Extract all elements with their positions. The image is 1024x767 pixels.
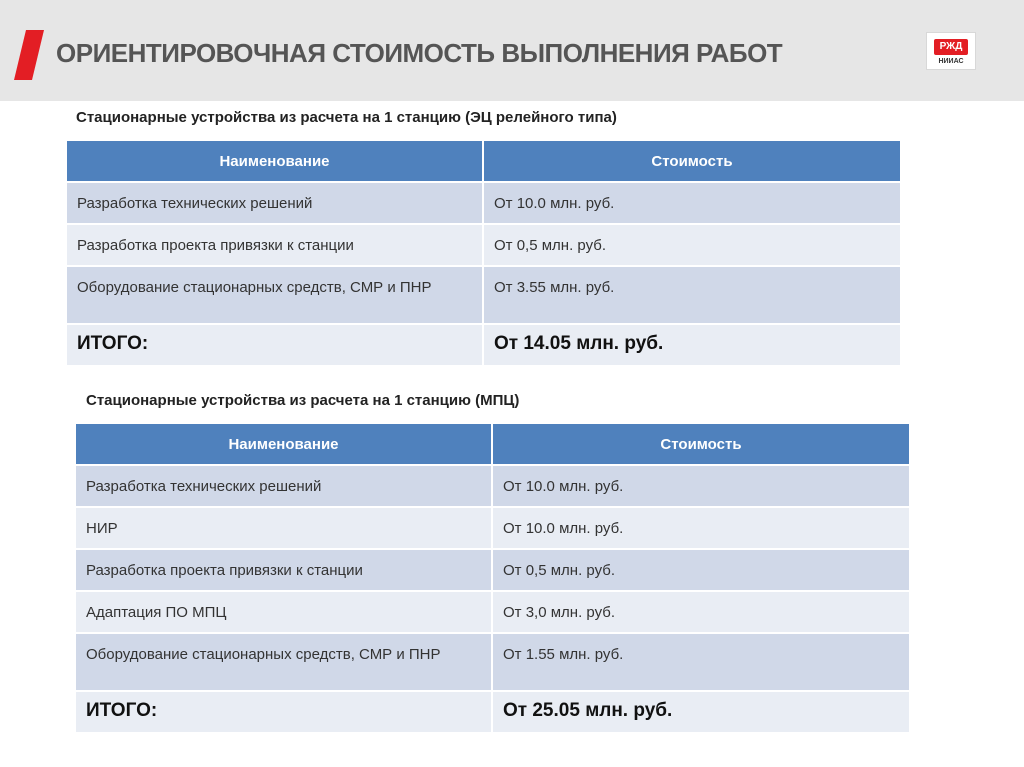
- table-header-row: [67, 141, 900, 182]
- rzd-niias-logo: [926, 32, 976, 70]
- table-row: [76, 591, 909, 633]
- cost-table-mpc: [76, 424, 909, 734]
- rzd-logo-icon: [934, 39, 968, 55]
- row-cost: От 3,0 млн. руб.: [492, 591, 909, 633]
- column-header-cost: Стоимость: [483, 141, 900, 182]
- table-row: [67, 224, 900, 266]
- row-cost: От 10.0 млн. руб.: [483, 182, 900, 224]
- row-name: НИР: [76, 507, 492, 549]
- total-value: От 14.05 млн. руб.: [483, 324, 900, 366]
- logo-mark: РЖД: [939, 41, 963, 52]
- row-cost: От 0,5 млн. руб.: [492, 549, 909, 591]
- total-value: От 25.05 млн. руб.: [492, 691, 909, 733]
- table-row: [67, 266, 900, 324]
- row-name: Разработка проекта привязки к станции: [67, 224, 483, 266]
- section1-subtitle: Стационарные устройства из расчета на 1 станцию (ЭЦ релейного типа): [76, 109, 617, 126]
- total-row: [67, 324, 900, 366]
- row-name: Оборудование стационарных средств, СМР и ПНР: [67, 266, 483, 324]
- row-name: Разработка проекта привязки к станции: [76, 549, 492, 591]
- table-row: [67, 182, 900, 224]
- column-header-name: Наименование: [76, 424, 492, 465]
- cost-table-relay: [67, 141, 900, 367]
- row-cost: От 3.55 млн. руб.: [483, 266, 900, 324]
- table-row: [76, 507, 909, 549]
- section2-subtitle: Стационарные устройства из расчета на 1 станцию (МПЦ): [86, 392, 520, 409]
- total-row: [76, 691, 909, 733]
- column-header-name: Наименование: [67, 141, 483, 182]
- row-name: Разработка технических решений: [67, 182, 483, 224]
- table-row: [76, 549, 909, 591]
- table-header-row: [76, 424, 909, 465]
- row-cost: От 0,5 млн. руб.: [483, 224, 900, 266]
- row-cost: От 10.0 млн. руб.: [492, 507, 909, 549]
- row-name: Адаптация ПО МПЦ: [76, 591, 492, 633]
- red-slash-icon: [14, 30, 44, 80]
- row-cost: От 10.0 млн. руб.: [492, 465, 909, 507]
- logo-text: НИИАС: [938, 58, 964, 65]
- row-cost: От 1.55 млн. руб.: [492, 633, 909, 691]
- row-name: Оборудование стационарных средств, СМР и ПНР: [76, 633, 492, 691]
- column-header-cost: Стоимость: [492, 424, 909, 465]
- slide-header: [0, 0, 1024, 101]
- table-row: [76, 633, 909, 691]
- row-name: Разработка технических решений: [76, 465, 492, 507]
- total-label: ИТОГО:: [67, 324, 483, 366]
- total-label: ИТОГО:: [76, 691, 492, 733]
- page-title: ОРИЕНТИРОВОЧНАЯ СТОИМОСТЬ ВЫПОЛНЕНИЯ РАБОТ: [56, 38, 783, 68]
- table-row: [76, 465, 909, 507]
